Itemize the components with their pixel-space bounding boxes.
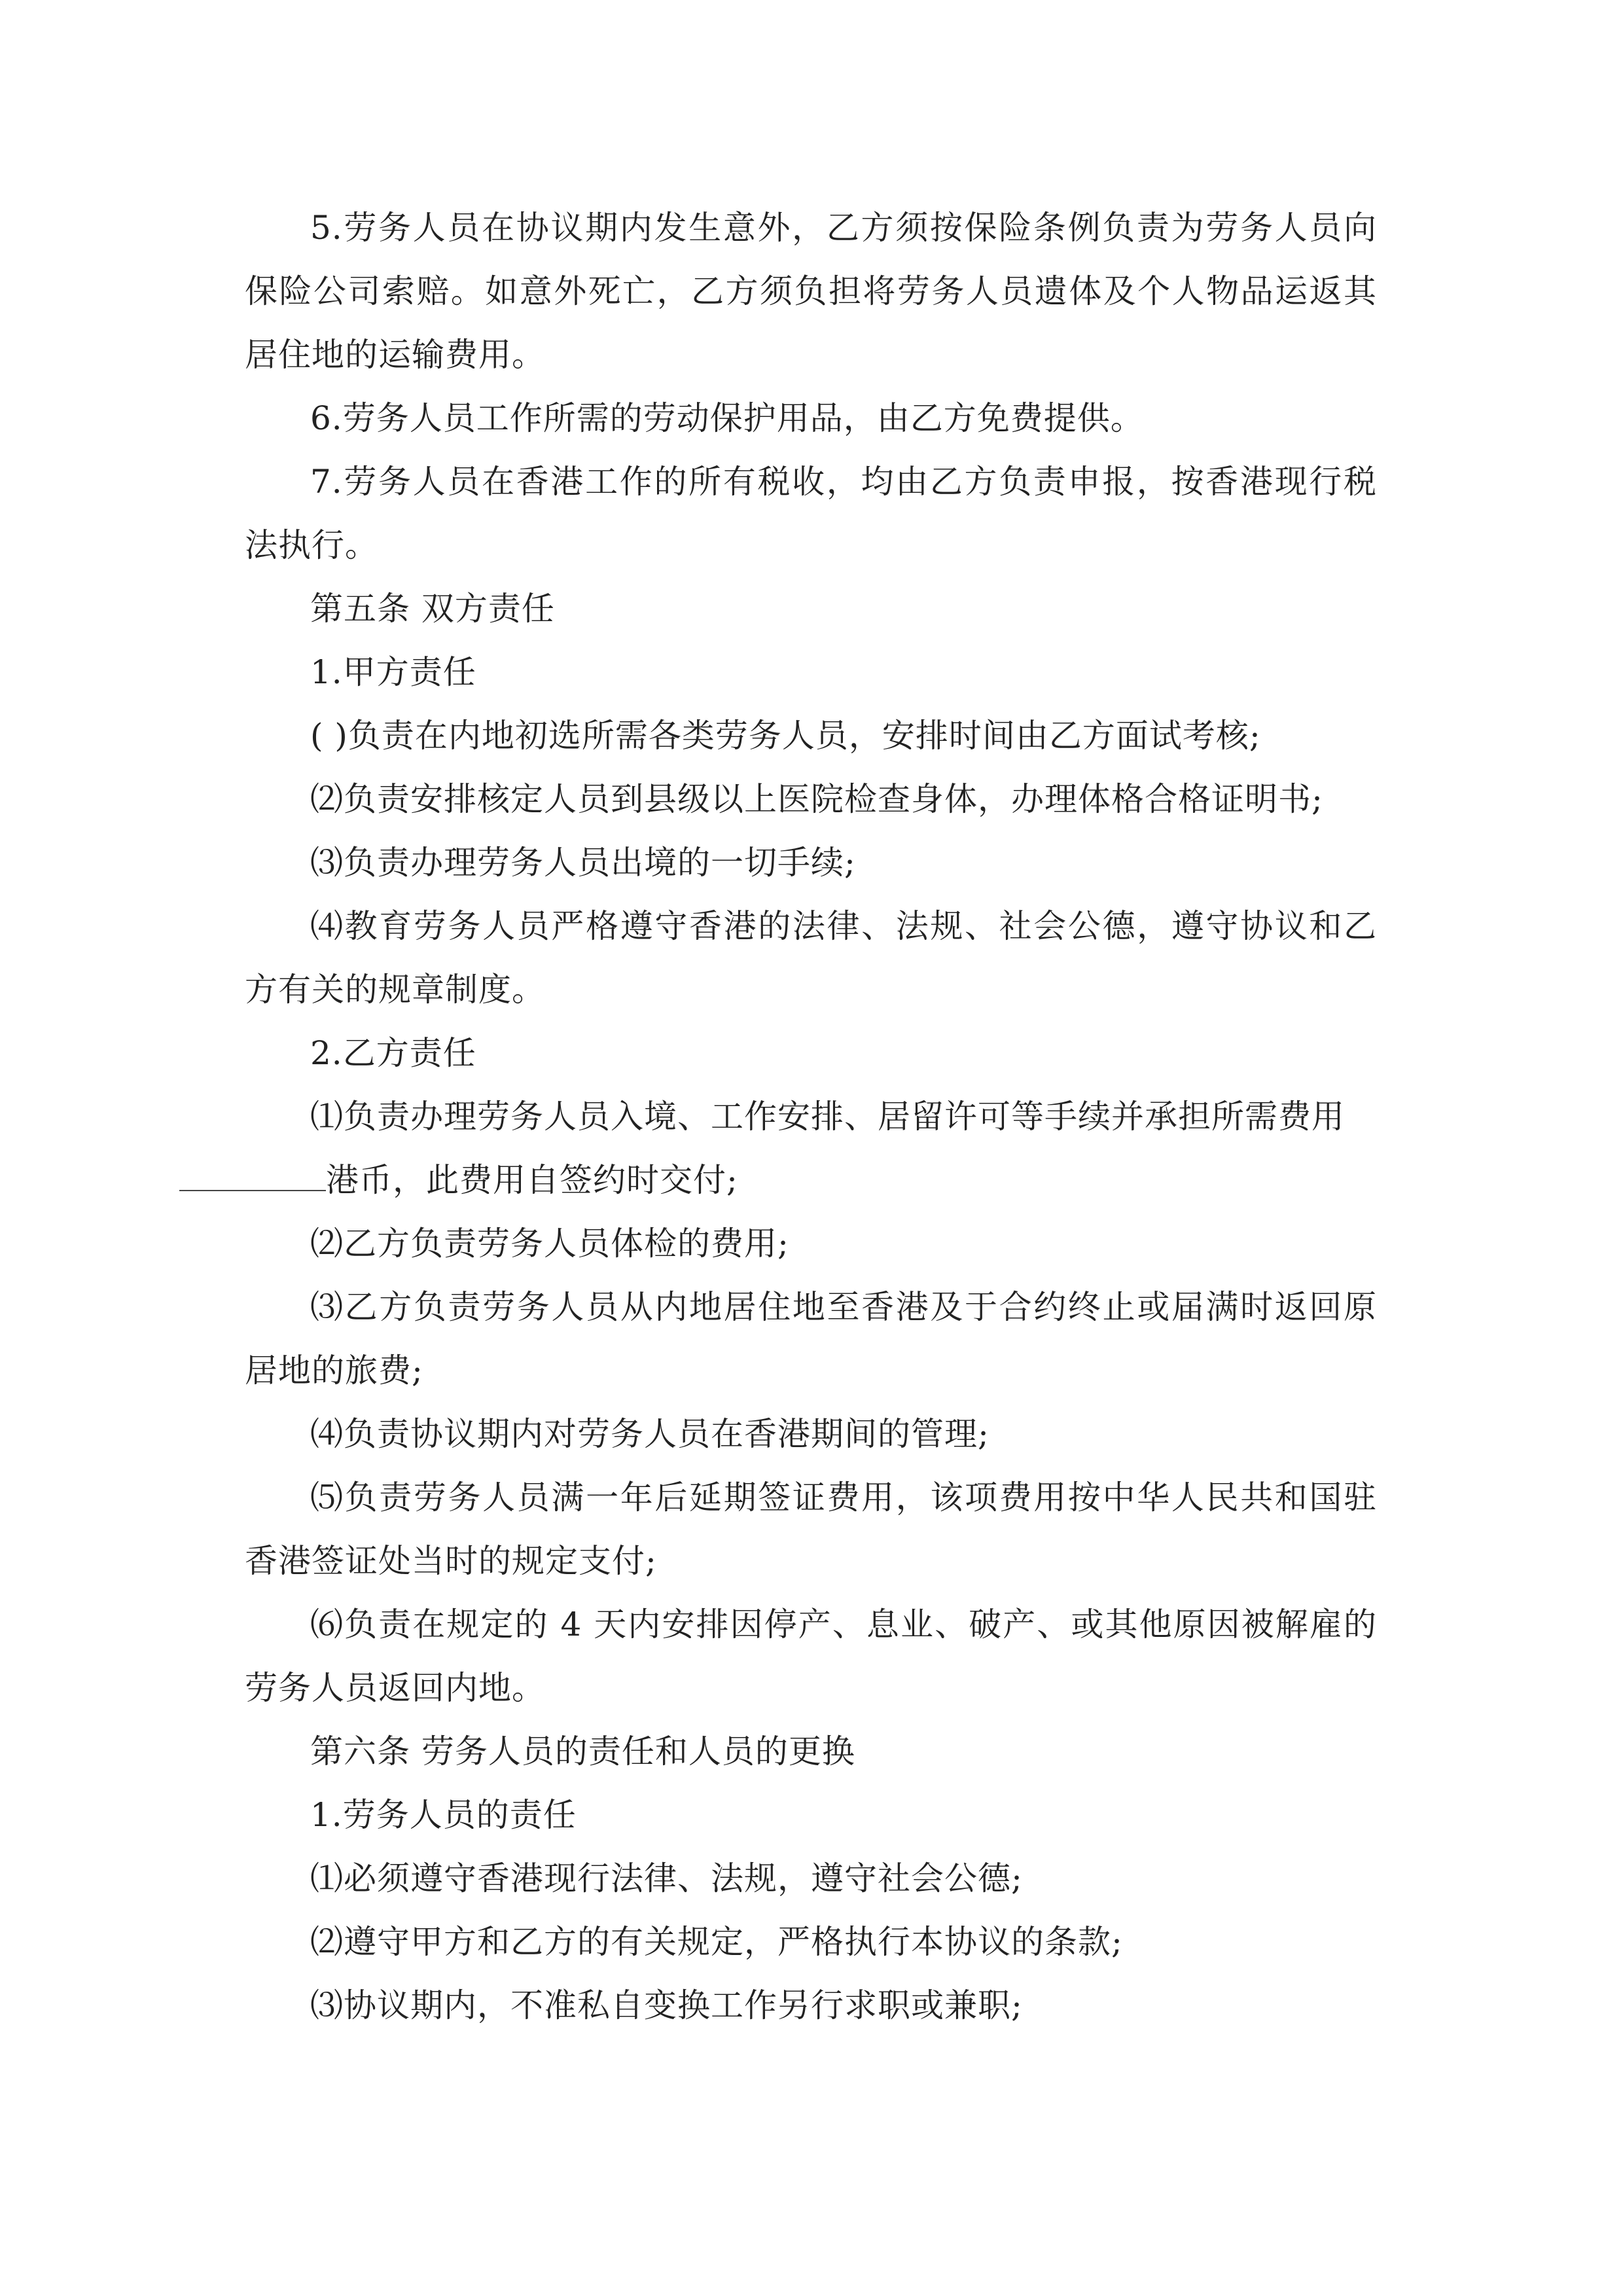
fee-amount-blank[interactable] — [179, 1164, 326, 1191]
clause-4-item-7: 7.劳务人员在香港工作的所有税收，均由乙方负责申报，按香港现行税法执行。 — [245, 463, 1377, 564]
party-a-heading: 1.甲方责任 — [310, 653, 476, 691]
party-a-item-3: ⑶负责办理劳务人员出境的一切手续; — [310, 844, 856, 882]
party-a-item-2: ⑵负责安排核定人员到县级以上医院检查身体，办理体格合格证明书; — [310, 780, 1323, 818]
clause-4-item-5: 5.劳务人员在协议期内发生意外，乙方须按保险条例负责为劳务人员向保险公司索赔。如意外死亡，乙方须负担将劳务人员遗体及个人物品运返其居住地的运输费用。 — [245, 209, 1377, 374]
party-b-item-3: ⑶乙方负责劳务人员从内地居住地至香港及于合约终止或届满时返回原居地的旅费; — [245, 1288, 1377, 1390]
clause-5-heading: 第五条 双方责任 — [310, 590, 555, 628]
party-b-item-1-cont: 港币，此费用自签约时交付; — [326, 1161, 738, 1199]
party-b-item-2: ⑵乙方负责劳务人员体检的费用; — [310, 1225, 789, 1263]
worker-duty-item-3: ⑶协议期内，不准私自变换工作另行求职或兼职; — [310, 1986, 1023, 2024]
party-a-item-1: ( )负责在内地初选所需各类劳务人员，安排时间由乙方面试考核; — [310, 717, 1261, 755]
party-b-item-1 — [245, 1085, 1377, 1212]
party-b-item-5: ⑸负责劳务人员满一年后延期签证费用，该项费用按中华人民共和国驻香港签证处当时的规定支付; — [245, 1479, 1377, 1580]
clause-6-heading: 第六条 劳务人员的责任和人员的更换 — [310, 1732, 855, 1770]
party-b-item-4: ⑷负责协议期内对劳务人员在香港期间的管理; — [310, 1415, 990, 1453]
clause-4-item-6: 6.劳务人员工作所需的劳动保护用品，由乙方免费提供。 — [310, 399, 1144, 437]
party-b-item-1-text: ⑴负责办理劳务人员入境、工作安排、居留许可等手续并承担所需费用 — [310, 1098, 1345, 1136]
worker-duty-item-2: ⑵遵守甲方和乙方的有关规定，严格执行本协议的条款; — [310, 1923, 1123, 1961]
party-b-item-6: ⑹负责在规定的 4 天内安排因停产、息业、破产、或其他原因被解雇的劳务人员返回内地。 — [245, 1605, 1377, 1707]
party-a-item-4: ⑷教育劳务人员严格遵守香港的法律、法规、社会公德，遵守协议和乙方有关的规章制度。 — [245, 907, 1377, 1009]
party-b-heading: 2.乙方责任 — [310, 1034, 476, 1072]
worker-duty-heading: 1.劳务人员的责任 — [310, 1796, 577, 1834]
worker-duty-item-1: ⑴必须遵守香港现行法律、法规，遵守社会公德; — [310, 1859, 1023, 1897]
document-body — [245, 196, 1377, 2037]
